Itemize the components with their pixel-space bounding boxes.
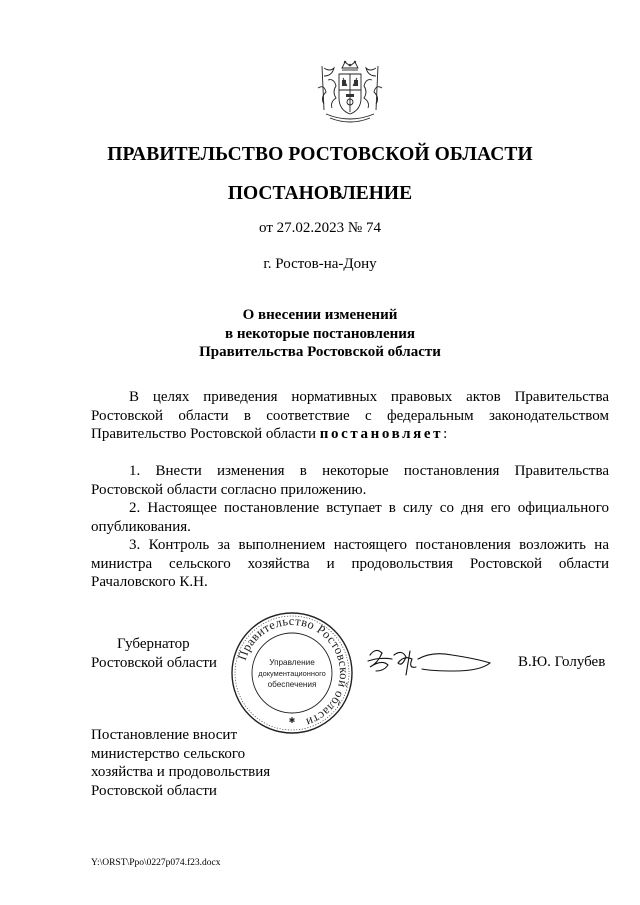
file-path-footer: Y:\ORST\Ppo\0227p074.f23.docx bbox=[91, 858, 221, 868]
seal-ring-text: Правительство Ростовской области bbox=[234, 613, 352, 730]
submitter-line: хозяйства и продовольствия bbox=[91, 764, 271, 780]
submitter-line: министерство сельского bbox=[91, 745, 246, 762]
svg-text:✱: ✱ bbox=[288, 716, 296, 725]
signatory-role bbox=[91, 635, 217, 673]
subject-line: Правительства Ростовской области bbox=[199, 344, 441, 360]
document-subject bbox=[0, 306, 640, 362]
official-seal-icon bbox=[228, 609, 356, 737]
decree-item: 3. Контроль за выполнением настоящего постановления возложить на министра сельского хозяйства и продовольствия Ростовской области Рачаловского К.Н. bbox=[91, 537, 609, 590]
handwritten-signature-icon bbox=[362, 641, 494, 683]
subject-line: в некоторые постановления bbox=[224, 325, 416, 342]
submitter-line: Постановление вносит bbox=[91, 727, 238, 743]
preamble-paragraph bbox=[91, 388, 609, 444]
decree-item: 1. Внести изменения в некоторые постановления Правительства Ростовской области согласно приложению. bbox=[91, 463, 609, 498]
decree-item: 2. Настоящее постановление вступает в силу со дня его официального опубликования. bbox=[91, 500, 609, 535]
city-line: г. Ростов-на-Дону bbox=[263, 256, 377, 272]
seal-center-text: обеспечения bbox=[267, 680, 317, 689]
preamble-colon: : bbox=[443, 426, 448, 442]
signatory-role-line: Ростовской области bbox=[91, 655, 217, 671]
decree-word: постановляет bbox=[319, 426, 444, 442]
seal-center-text: документационного bbox=[258, 669, 326, 678]
date-number-line: от 27.02.2023 № 74 bbox=[259, 220, 381, 236]
signatory-role-line: Губернатор bbox=[117, 636, 190, 652]
coat-of-arms-icon bbox=[312, 58, 388, 126]
decree-items bbox=[91, 462, 609, 592]
submitter-line: Ростовской области bbox=[91, 782, 217, 799]
seal-center-text: Управление bbox=[269, 658, 315, 667]
document-type: ПОСТАНОВЛЕНИЕ bbox=[227, 183, 413, 204]
government-title: ПРАВИТЕЛЬСТВО РОСТОВСКОЙ ОБЛАСТИ bbox=[107, 144, 533, 165]
preamble bbox=[91, 388, 609, 444]
preamble-text: В целях приведения нормативных правовых актов Правительства Ростовской области в соответствие с федеральным законодательством Правительство Ростовской области bbox=[91, 389, 609, 442]
subject-line: О внесении изменений bbox=[242, 307, 398, 323]
submitter-note bbox=[91, 726, 270, 800]
signatory-name: В.Ю. Голубев bbox=[518, 654, 606, 670]
